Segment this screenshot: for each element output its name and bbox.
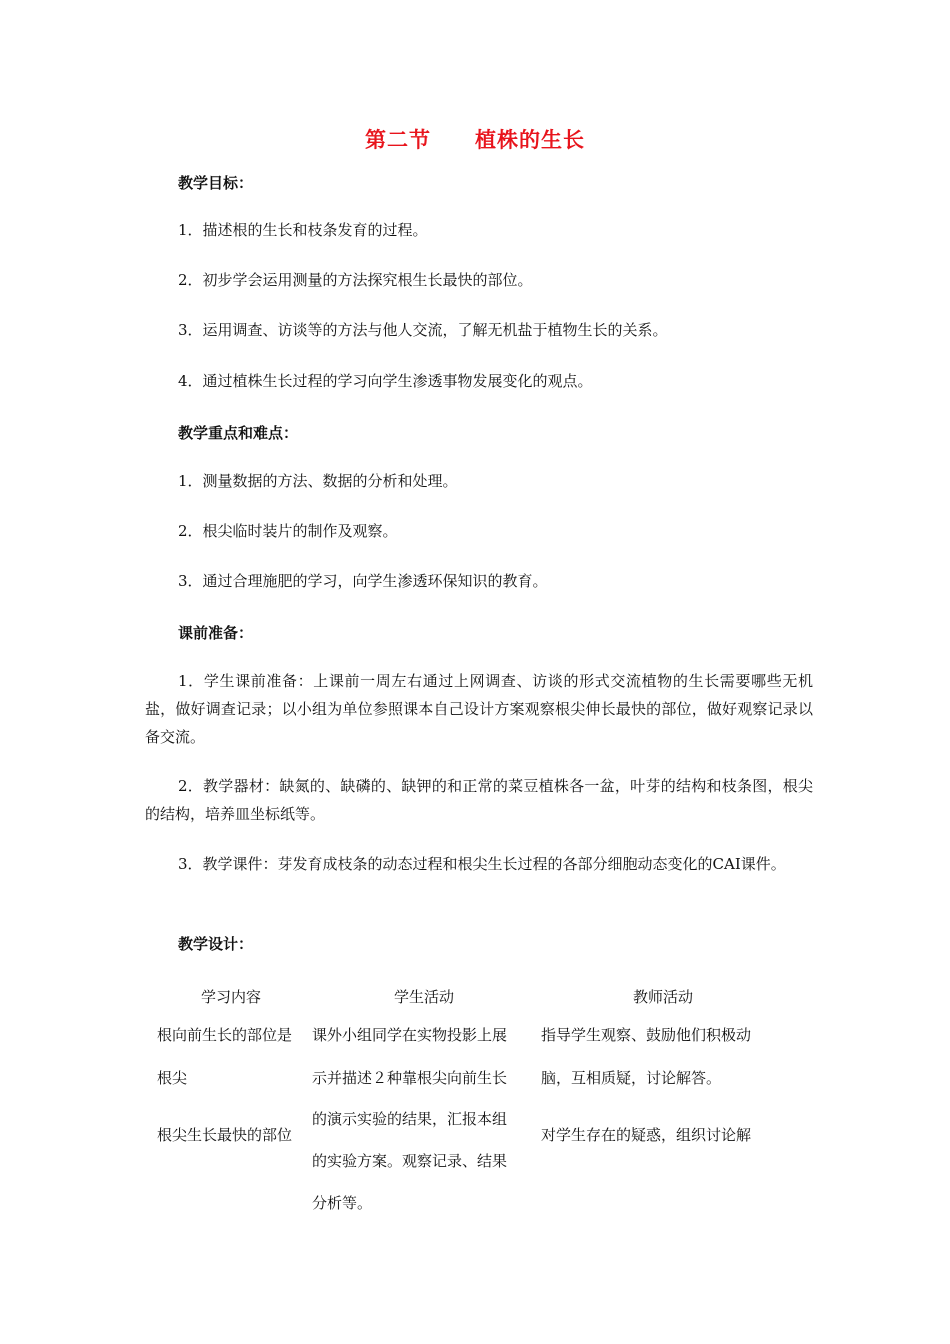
- table-header-content: 学习内容: [201, 988, 262, 1006]
- table-cell-student: 的实验方案。观察记录、结果: [312, 1152, 508, 1170]
- key-point-item-1: 1．测量数据的方法、数据的分析和处理。: [178, 472, 458, 490]
- table-cell-content: 根向前生长的部位是: [157, 1026, 293, 1044]
- table-cell-teacher: 对学生存在的疑惑，组织讨论解: [541, 1126, 752, 1144]
- page-title: 第二节 植株的生长: [365, 128, 585, 152]
- table-cell-student: 示并描述２种靠根尖向前生长: [312, 1069, 508, 1087]
- goal-item-3: 3．运用调查、访谈等的方法与他人交流，了解无机盐于植物生长的关系。: [178, 321, 668, 339]
- design-heading: 教学设计：: [178, 935, 254, 953]
- table-header-teacher: 教师活动: [633, 988, 694, 1006]
- preparation-item-3: 3．教学课件：芽发育成枝条的动态过程和根尖生长过程的各部分细胞动态变化的CAI课件。: [178, 855, 786, 873]
- table-cell-content: 根尖: [157, 1069, 188, 1087]
- table-cell-teacher: 指导学生观察、鼓励他们积极动: [541, 1026, 752, 1044]
- table-cell-student: 课外小组同学在实物投影上展: [312, 1026, 508, 1044]
- table-cell-teacher: 脑，互相质疑，讨论解答。: [541, 1069, 722, 1087]
- goals-heading: 教学目标：: [178, 174, 254, 192]
- key-point-item-3: 3．通过合理施肥的学习，向学生渗透环保知识的教育。: [178, 572, 548, 590]
- goal-item-1: 1．描述根的生长和枝条发育的过程。: [178, 221, 428, 239]
- key-points-heading: 教学重点和难点：: [178, 424, 299, 442]
- preparation-heading: 课前准备：: [178, 624, 254, 642]
- table-cell-student: 分析等。: [312, 1194, 373, 1212]
- preparation-item-1: 1．学生课前准备：上课前一周左右通过上网调查、访谈的形式交流植物的生长需要哪些无机盐，做好调查记录；以小组为单位参照课本自己设计方案观察根尖伸长最快的部位，做好观察记录以备交流。: [145, 672, 813, 746]
- table-cell-content: 根尖生长最快的部位: [157, 1126, 293, 1144]
- goal-item-2: 2．初步学会运用测量的方法探究根生长最快的部位。: [178, 271, 533, 289]
- goal-item-4: 4．通过植株生长过程的学习向学生渗透事物发展变化的观点。: [178, 372, 593, 390]
- key-point-item-2: 2．根尖临时装片的制作及观察。: [178, 522, 398, 540]
- preparation-item-2: 2．教学器材：缺氮的、缺磷的、缺钾的和正常的菜豆植株各一盆，叶芽的结构和枝条图，根尖的结构，培养皿坐标纸等。: [145, 777, 813, 823]
- table-header-student: 学生活动: [394, 988, 455, 1006]
- table-cell-student: 的演示实验的结果，汇报本组: [312, 1110, 508, 1128]
